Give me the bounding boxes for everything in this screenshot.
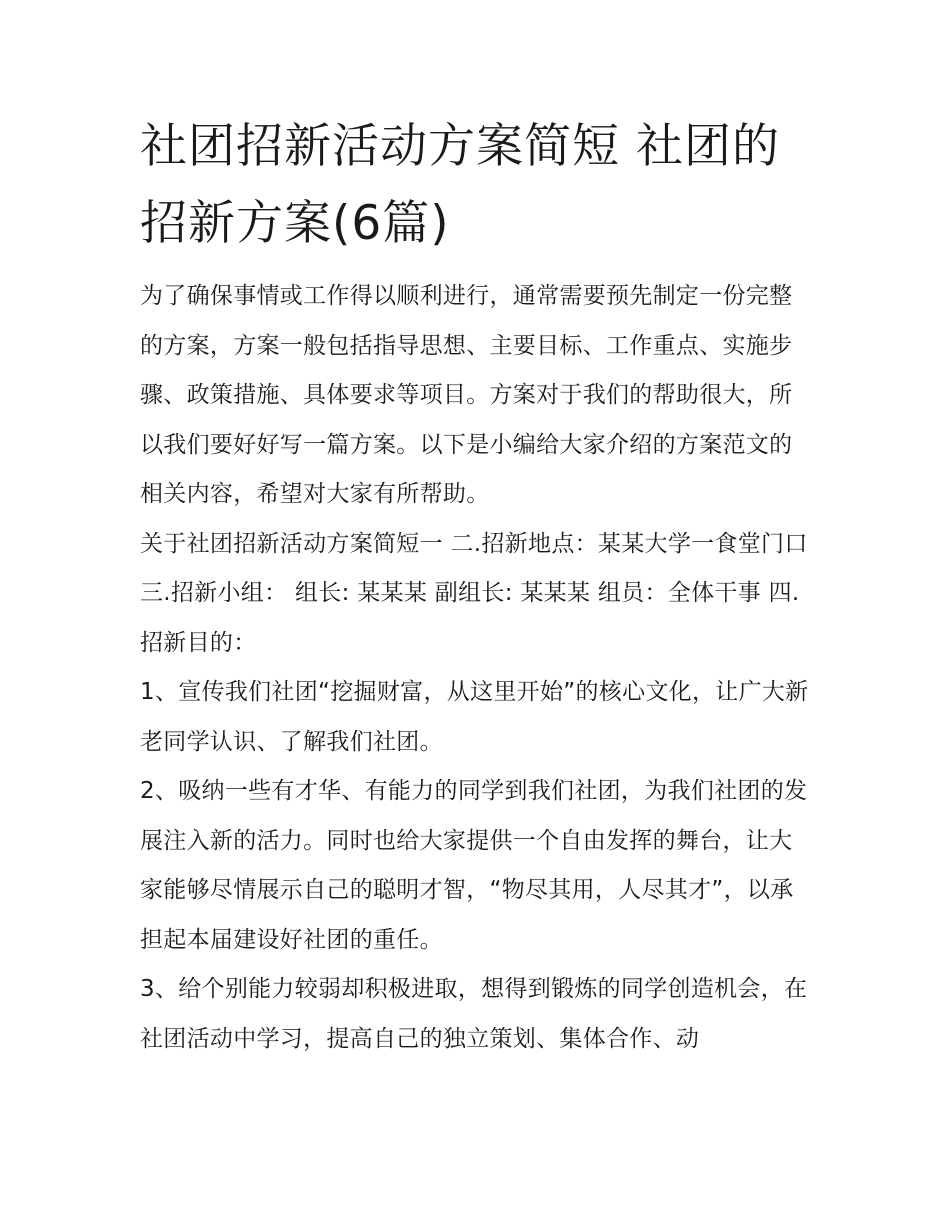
paragraph-item-3: 3、给个别能力较弱却积极进取，想得到锻炼的同学创造机会，在社团活动中学习，提高自己的独立策划、集体合作、动 [140, 976, 808, 1052]
document-title: 社团招新活动方案简短 社团的招新方案(6篇) [140, 119, 780, 251]
paragraph-item-2: 2、吸纳一些有才华、有能力的同学到我们社团，为我们社团的发展注入新的活力。同时也给大家提供一个自由发挥的舞台，让大家能够尽情展示自己的聪明才智，“物尽其用，人尽其才”，以承担起本届建设好社团的重任。 [140, 778, 808, 953]
document-body [140, 108, 815, 1064]
paragraph-intro: 为了确保事情或工作得以顺利进行，通常需要预先制定一份完整的方案，方案一般包括指导思想、主要目标、工作重点、实施步骤、政策措施、具体要求等项目。方案对于我们的帮助很大，所以我们要好好写一篇方案。以下是小编给大家介绍的方案范文的相关内容，希望对大家有所帮助。 [140, 283, 793, 507]
paragraph-plan-details: 关于社团招新活动方案简短一 二.招新地点：某某大学一食堂门口 三.招新小组： 组长: 某某某 副组长: 某某某 组员：全体干事 四.招新目的： [140, 530, 808, 656]
paragraph-item-1: 1、宣传我们社团“挖掘财富，从这里开始”的核心文化，让广大新老同学认识、了解我们社团。 [140, 679, 809, 755]
